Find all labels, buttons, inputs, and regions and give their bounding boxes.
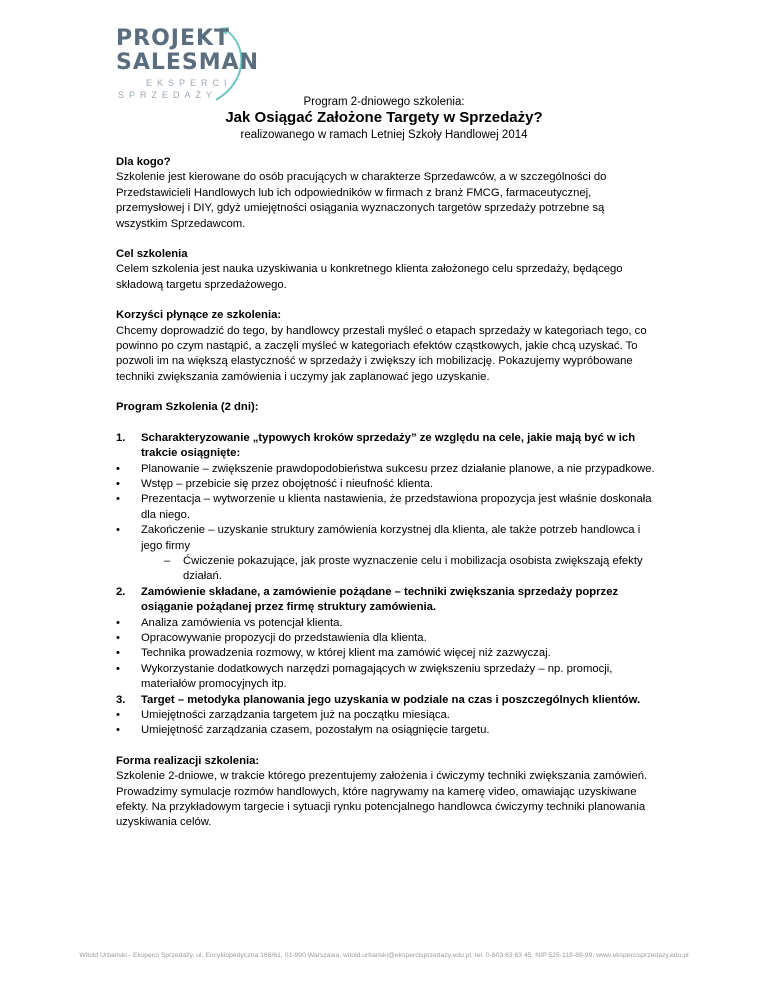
program-intro: Program 2-dniowego szkolenia: <box>303 96 465 108</box>
section-text-benefits: Chcemy doprowadzić do tego, by handlowcy przestali myśleć o etapach sprzedaży w kategoriach tego, co powinno po czym nastąpić, a zaczęli myśleć w kategoriach efektów cząstkowych, jakie chcą uzyskać. To pozwoli im na większą elastyczność w sprzedaży i zwiększy ich mobilizację. Pokazujemy wypróbowane techniki zwiększania zamówienia i uczymy jak zaplanować jego uzyskanie. <box>116 324 647 383</box>
section-text-form: Szkolenie 2-dniowe, w trakcie którego prezentujemy założenia i ćwiczymy techniki zwiększania zamówień. Prowadzimy symulacje rozmów handlowych, które nagrywamy na kamerę video, omawiając uzyskiwane efekty. Na przykładowym targecie i sytuacji rynku potencjalnego handlowca ćwiczymy techniki planowania uzyskiwania celów. <box>116 770 648 829</box>
program-item: 2. Zamówienie składane, a zamówienie pożądane – techniki zwiększania sprzedaży poprzez osiąganie pożądanej przez firmę struktury zamówienia. <box>116 585 619 614</box>
program-item: 1. Scharakteryzowanie „typowych kroków sprzedaży” ze względu na cele, jakie mają być w ich trakcie osiągnięte: <box>116 431 636 460</box>
document-title: Jak Osiągać Założone Targety w Sprzedaży? <box>225 109 543 126</box>
logo-line-4: SPRZEDAŻY <box>118 90 218 100</box>
logo-line-1: PROJEKT <box>116 26 231 51</box>
page-footer: Witold Urbański - Eksperci Sprzedaży, ul. Encyklopedyczna 168/61, 01-990 Warszawa, witold.urbanski@ekspercisprzedazy.edu.pl, tel. 0-603 63 63 45, NIP 525-119-89-99, www.ekspercisprzedazy.edu.pl <box>79 952 689 959</box>
section-title-benefits: Korzyści płynące ze szkolenia: <box>116 309 282 322</box>
program-item: • Wykorzystanie dodatkowych narzędzi pomagających w zwiększeniu sprzedaży – np. promocji, materiałów promocyjnych itp. <box>116 662 613 691</box>
program-item: • Analiza zamówienia vs potencjał klienta. <box>116 616 343 629</box>
program-item: • Prezentacja – wytworzenie u klienta nastawienia, że przedstawiona propozycja jest właśnie doskonała dla niego. <box>116 493 652 521</box>
program-item: • Planowanie – zwiększenie prawdopodobieństwa sukcesu przez działanie planowe, a nie przypadkowe. <box>116 462 655 475</box>
section-title-goal: Cel szkolenia <box>116 248 188 261</box>
logo-line-2: SALESMAN <box>116 50 260 75</box>
program-item: • Opracowywanie propozycji do przedstawienia dla klienta. <box>116 631 427 644</box>
program-item: 3. Target – metodyka planowania jego uzyskania w podziale na czas i poszczególnych klientów. <box>116 693 641 706</box>
document-body <box>116 155 656 831</box>
section-title-for-whom: Dla kogo? <box>116 156 171 168</box>
program-item: • Wstęp – przebicie się przez obojętność i nieufność klienta. <box>116 477 433 490</box>
section-text-for-whom: Szkolenie jest kierowane do osób pracujących w charakterze Sprzedawców, a w szczególności do Przedstawicieli Handlowych lub ich odpowiedników w firmach z branż FMCG, farmaceutycznej, przemysłowej i DIY, gdyż umiejętności osiągania wyznaczonych targetów sprzedaży potrzebne są wszystkim Sprzedawcom. <box>116 171 607 230</box>
company-logo <box>116 26 260 106</box>
section-title-form: Forma realizacji szkolenia: <box>116 754 260 767</box>
program-item: • Technika prowadzenia rozmowy, w której klient ma zamówić więcej niż zazwyczaj. <box>116 647 551 660</box>
program-subitem: – Ćwiczenie pokazujące, jak proste wyznaczenie celu i mobilizacja osobista zwiększają efekty działań. <box>164 554 643 583</box>
document-subtitle: realizowanego w ramach Letniej Szkoły Handlowej 2014 <box>240 129 528 141</box>
section-text-goal: Celem szkolenia jest nauka uzyskiwania u konkretnego klienta założonego celu sprzedaży, będącego składową targetu sprzedażowego. <box>116 263 623 291</box>
logo-line-3: EKSPERCI <box>146 78 232 88</box>
program-item: • Umiejętność zarządzania czasem, pozostałym na osiągnięcie targetu. <box>116 724 490 737</box>
program-item: • Umiejętności zarządzania targetem już na początku miesiąca. <box>116 709 450 721</box>
program-list <box>116 431 656 739</box>
program-item: • Zakończenie – uzyskanie struktury zamówienia korzystnej dla klienta, ale także potrzeb handlowca i jego firmy <box>116 524 641 552</box>
section-title-program: Program Szkolenia (2 dni): <box>116 401 259 414</box>
